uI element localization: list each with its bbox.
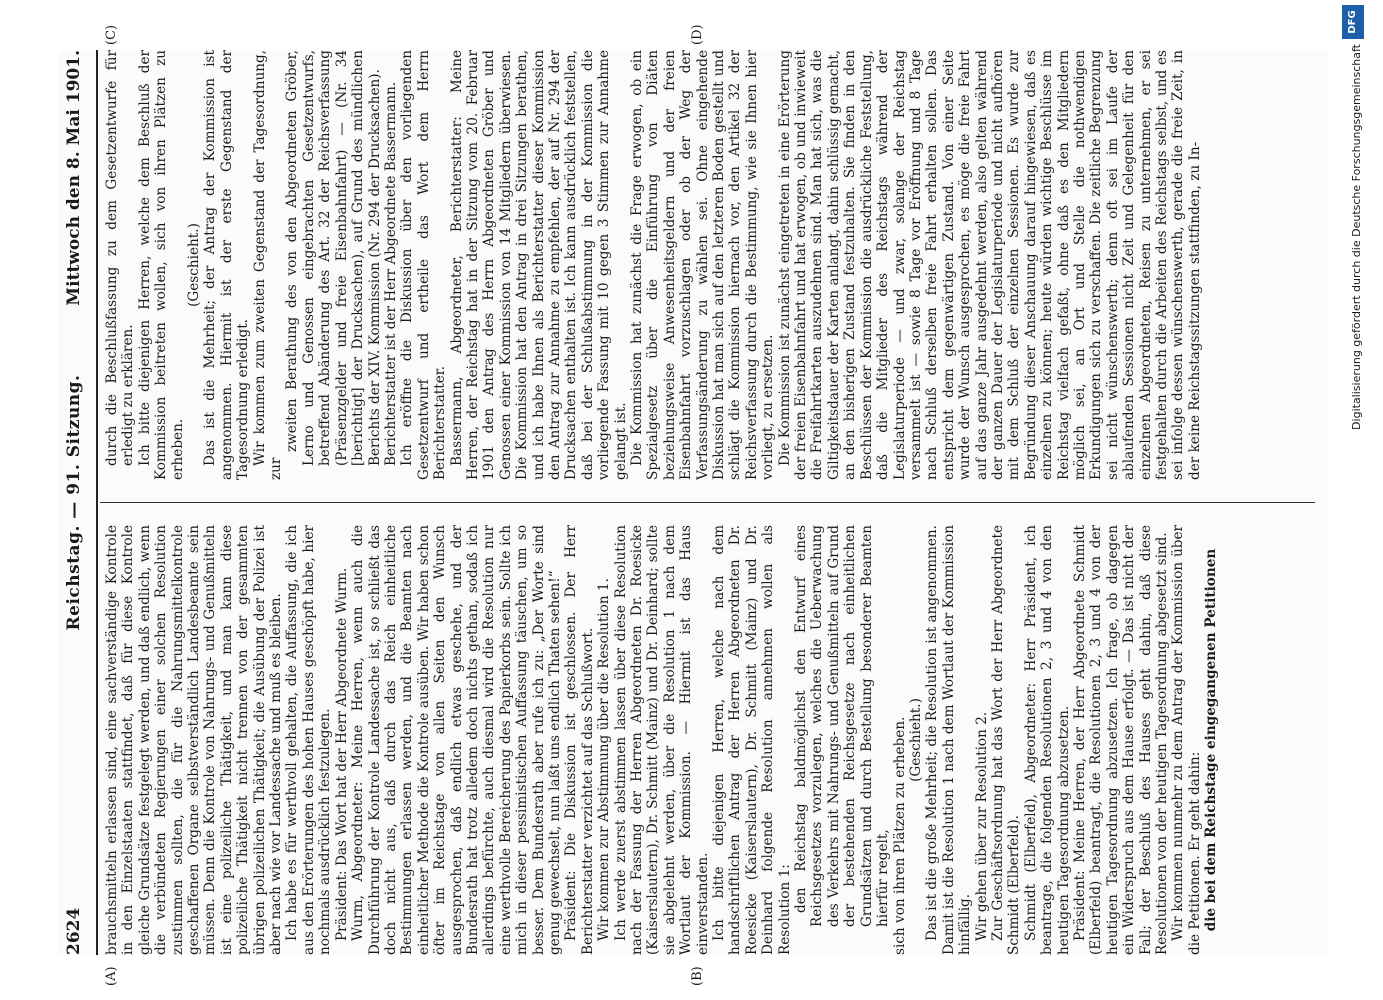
paragraph: die bei dem Reichstage eingegangenen Petitionen [1203,548,1220,932]
paragraph: Schmidt (Elberfeld), Abgeordneter: Herr Präsident, ich beantrage, die folgenden Resolutionen 2, 3 und 4 von den heutigen Tagesordnung abzusetzen. [1022,525,1072,955]
paragraph: Das ist die Mehrheit; der Antrag der Kommission ist angenommen. Hiermit ist der erste Gegenstand der Tagesordnung erledigt. [202,50,252,480]
paragraph: Die Kommission ist zunächst eingetreten in eine Erörterung der freien Eisenbahnfahrt und hat erwogen, ob und inwieweit die Freifahrtkarten auszudehnen sind. Man hat sich, was die Giltigkeitsdauer der Karten anlangt, dahin schlüssig gemacht, an den bisherigen Zustand festzuhalten. Sie finden in den Beschlüssen der Kommission die ausdrückliche Feststellung, daß die Mitglieder des Reichstags während der Legislaturperiode — und zwar, solange der Reichstag versammelt ist — sowie 8 Tage vor Eröffnung und 8 Tage nach Schluß derselben freie Fahrt erhalten sollen. Das entspricht dem gegenwärtigen Zustand. Von einer Seite wurde der Wunsch ausgesprochen, es möge die freie Fahrt auf das ganze Jahr ausgedehnt werden, also gelten während der ganzen Dauer der Legislaturperiode und nicht aufhören mit dem Schluß der einzelnen Sessionen. Es wurde zur Begründung dieser Anschauung darauf hingewiesen, daß es einzelnen zu können; heute würden wichtige Beschlüsse im Reichstag vielfach gefaßt, ohne daß es den Mitgliedern möglich sei, an Ort und Stelle die nothwendigen Erkundigungen sich zu verschaffen. Die zeitliche Begrenzung sei nicht wünschenswerth; denn oft sei im Laufe der ablaufenden Sessionen nicht Zeit und Gelegenheit für den einzelnen Abgeordneten, Reisen zu unternehmen, er sei festgehalten durch die Arbeiten des Reichstags selbst, und es sei infolge dessen wünschenswerth, gerade die freie Zeit, in der keine Reichstagssitzungen stattfinden, zu In- [776,50,1203,480]
page-footer [1340,0,1370,1000]
session-date: Mittwoch den 8. Mai 1901. [64,50,84,306]
paragraph: Ich bitte diejenigen Herren, welche nach dem handschriftlichen Antrag der Herren Abgeordneten Dr. Roesicke (Kaiserslautern), Dr. Schmitt (Mainz) und Dr. Deinhard folgende Resolution annehmen wollen als Resolution 1: [711,525,793,955]
paragraph: Das ist die große Mehrheit; die Resolution ist angenommen. Damit ist die Resolution 1 nach dem Wortlaut der Kommission hinfällig. [924,525,974,955]
paragraph: brauchsmitteln erlassen sind, eine sachverständige Kontrole in den Einzelstaaten stattfindet, daß für diese Kontrole gleiche Grundsätze festgelegt werden, und daß endlich, wenn die verbündeten Regierungen einer solchen Resolution zustimmen sollten, die für die Nahrungsmittelkontrole geschaffenen Organe selbstverständlich Landesbeamte sein müssen. Denn die Kontrole von Nahrungs- und Genußmitteln ist eine polizeiliche Thätigkeit, und man kann diese polizeiliche Thätigkeit nicht trennen von der gesammten übrigen polizeilichen Thätigkeit; die Ausübung der Polizei ist aber nach wie vor Landessache und muß es bleiben. [104,525,285,955]
paragraph: Präsident: Die Diskussion ist geschlossen. Der Herr Berichterstatter verzichtet auf das Schlußwort. [563,525,596,955]
left-column [104,525,1319,955]
page-header [58,50,92,955]
paragraph: Berichterstatter ist der Herr Abgeordnete Bassermann. [382,81,399,466]
margin-marker-c: (C) [104,24,119,45]
paragraph: Ich bitte diejenigen Herren, welche dem Beschluß der Kommission beitreten wollen, sich von ihren Plätzen zu erheben. [136,50,186,480]
margin-marker-a: (A) [104,966,119,986]
agenda-item: zweiten Berathung des von den Abgeordneten Gröber, Lerno und Genossen eingebrachten Gesetzentwurfs, betreffend Abänderung des Art. 32 der Reichsverfassung (Präsenzgelder und freie Eisenbahnfahrt) — (Nr. 34 [berichtigt] der Drucksachen), auf Grund des mündlichen Berichts der XIV. Kommission (Nr. 294 der Drucksachen). [284,50,383,466]
margin-marker-b: (B) [690,966,705,986]
paragraph: Bassermann, Abgeordneter, Berichterstatter: Meine Herren, der Reichstag hat in der Sitzung vom 20. Februar 1901 den Antrag des Herrn Abgeordneten Gröber und Genossen einer Kommission von 14 Mitgliedern überwiesen. Die Kommission hat den Antrag in drei Sitzungen berathen, und ich habe Ihnen als Berichterstatter dieser Kommission den Antrag zur Annahme zu empfehlen, der auf Nr. 294 der Drucksachen enthalten ist. Ich kann ausdrücklich feststellen, daß bei der Schlußabstimmung in der Kommission die vorliegende Fassung mit 10 gegen 3 Stimmen zur Annahme gelangt ist. [448,50,629,480]
stage-direction: (Geschieht.) [907,698,924,782]
paragraph: Ich habe es für werthvoll gehalten, die Auffassung, die ich aus den Erörterungen des hohen Hauses geschöpft habe, hier nochmals ausdrücklich festzulegen. [284,525,334,955]
paragraph: Präsident: Das Wort hat der Herr Abgeordnete Wurm. [333,567,350,941]
column-rule [100,502,1315,503]
paragraph: Ich werde zuerst abstimmen lassen über diese Resolution nach der Fassung der Herren Abgeordneten Dr. Roesicke (Kaiserslautern), Dr. Schmitt (Mainz) und Dr. Deinhard; sollte sie abgelehnt werden, über die Resolution 1 nach dem Wortlaut der Kommission. — Hiermit ist das Haus einverstanden. [612,525,711,955]
paragraph: durch die Beschlußfassung zu dem Gesetzentwurfe für erledigt zu erklären. [104,50,137,466]
stage-direction: (Geschieht.) [186,223,203,307]
paragraph: Wir kommen nunmehr zu dem Antrag der Kommission über die Petitionen. Er geht dahin: [1170,525,1203,955]
paragraph: Wir kommen zur Abstimmung über die Resolution 1. [596,578,613,941]
paragraph: Wir kommen zum zweiten Gegenstand der Tagesordnung, zur [251,50,285,480]
paragraph: Wir gehen über zur Resolution 2. [973,711,990,941]
header-rule [96,50,98,955]
paragraph: Wurm, Abgeordneter: Meine Herren, wenn auch die Durchführung der Kontrole Landessache ist, so schließt das doch nicht aus, daß durch das Reich einheitliche Bestimmungen erlassen werden, und die Beamten nach einheitlicher Methode die Kontrole ausüben. Wir haben schon öfter im Reichstage von allen Seiten den Wunsch ausgesprochen, daß endlich etwas geschehe, und der Bundesrath hat trotz alledem doch nichts gethan, sodaß ich allerdings befürchte, auch diesmal wird die Resolution nur eine werthvolle Bereicherung des Papierkorbs sein. Sollte ich mich in dieser pessimistischen Auffassung täuschen, um so besser. Dem Bundesrath aber rufe ich zu: „Der Worte sind genug gewechselt, nun laßt uns endlich Thaten sehen!“ [350,525,563,955]
page-number: 2624 [64,907,84,955]
resolution-text: den Reichstag baldmöglichst den Entwurf eines Reichsgesetzes vorzulegen, welches die Ueberwachung des Verkehrs mit Nahrungs- und Genußmitteln auf Grund der bestehenden Reichsgesetze nach einheitlichen Grundsätzen und durch Bestellung besonderer Beamten hierfür regelt, [793,525,892,927]
paragraph: Zur Geschäftsordnung hat das Wort der Herr Abgeordnete Schmidt (Elberfeld). [989,525,1023,955]
paragraph: Präsident: Meine Herren, der Herr Abgeordnete Schmidt (Elberfeld) beantragt, die Resolutionen 2, 3 und 4 von der heutigen Tagesordnung abzusetzen. Ich frage, ob dagegen ein Widerspruch aus dem Hause erfolgt. — Das ist nicht der Fall; der Beschluß des Hauses geht dahin, daß diese Resolutionen von der heutigen Tagesordnung abgesetzt sind. [1071,525,1170,955]
dfg-logo: DFG [1342,5,1364,39]
digitization-credit: Digitalisierung gefördert durch die Deutsche Forschungsgemeinschaft [1350,44,1363,430]
session-title: Reichstag. — 91. Sitzung. [64,374,84,631]
paragraph: Die Kommission hat zunächst die Frage erwogen, ob ein Spezialgesetz über die Einführung von Diäten beziehungsweise Anwesenheitsgeldern und der freien Eisenbahnfahrt vorzuschlagen oder ob der Weg der Verfassungsänderung zu wählen sei. Ohne eingehende Diskussion hat man sich auf den letzteren Boden gestellt und schlägt die Kommission hiernach vor, den Artikel 32 der Reichsverfassung durch die Bestimmung, wie sie Ihnen hier vorliegt, zu ersetzen. [629,50,777,480]
right-column [104,50,1319,480]
margin-marker-d: (D) [690,24,705,45]
paragraph: Ich eröffne die Diskussion über den vorliegenden Gesetzentwurf und ertheile das Wort dem Herrn Berichterstatter. [399,50,449,480]
paragraph: sich von ihren Plätzen zu erheben. [891,716,908,955]
